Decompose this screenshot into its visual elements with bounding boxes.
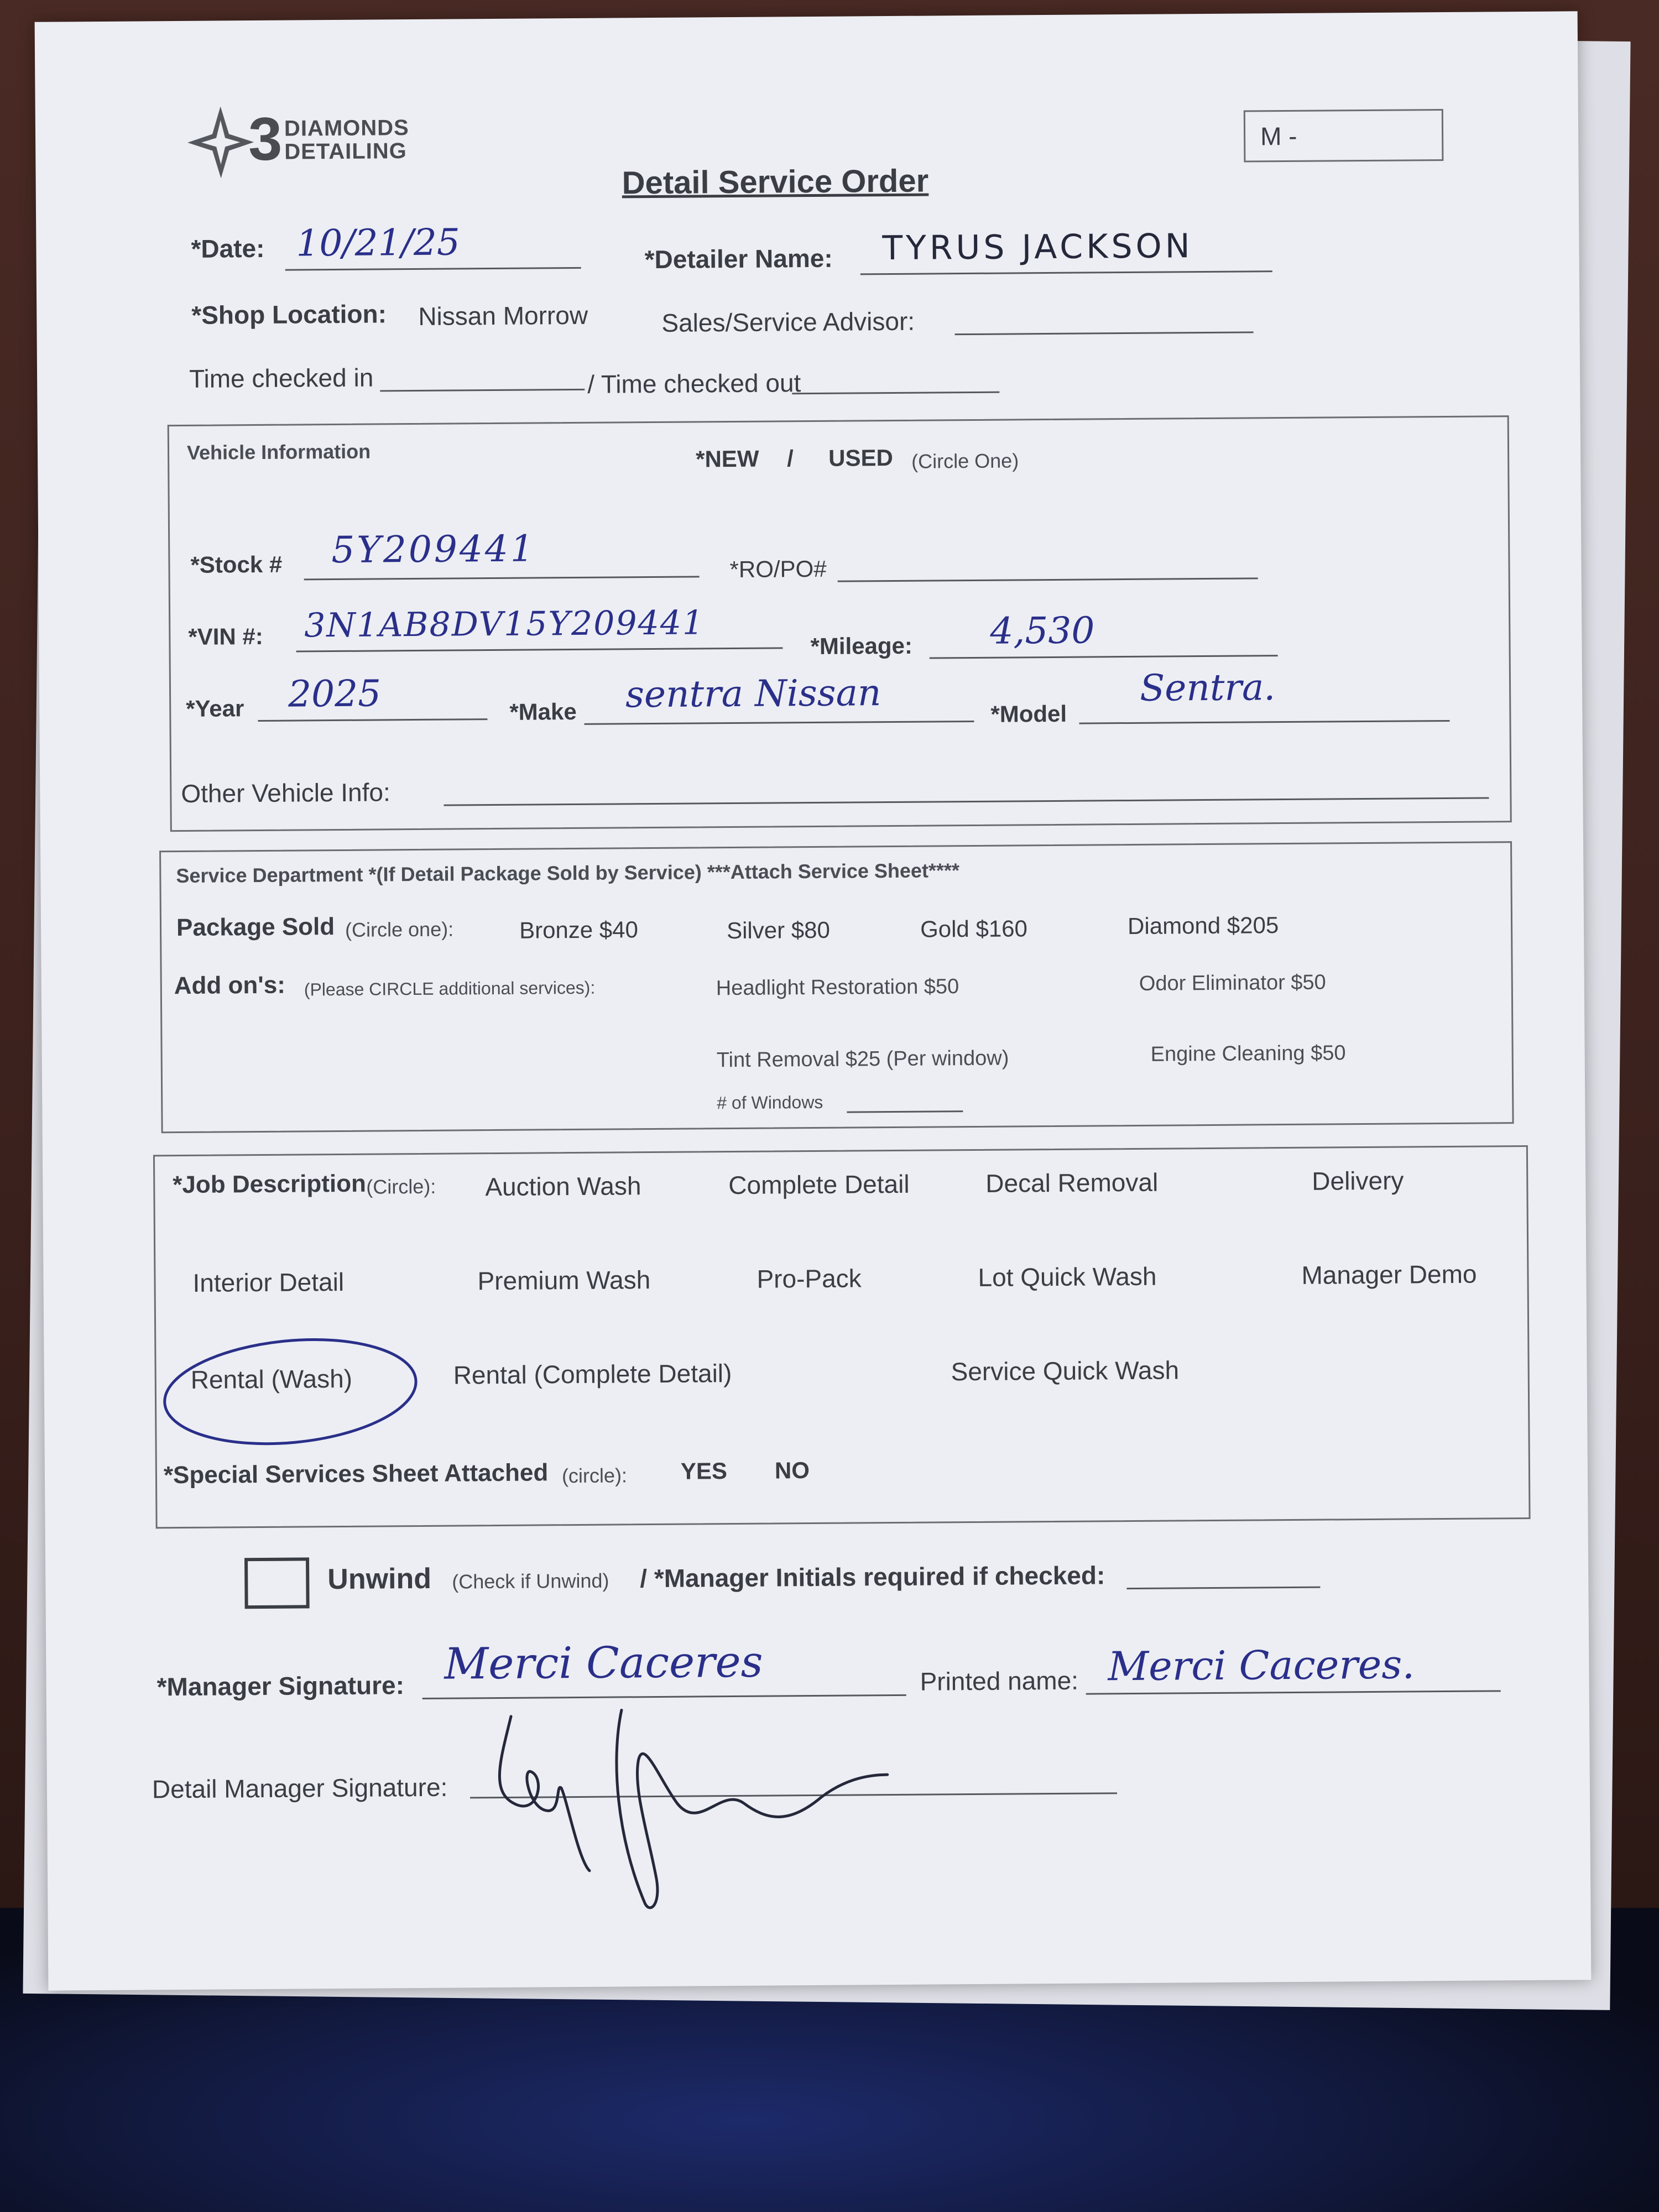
advisor-label: Sales/Service Advisor: [661, 306, 915, 337]
diamond-star-icon [185, 103, 257, 181]
detailer-value: TYRUS JACKSON [882, 227, 1193, 268]
new-option[interactable]: *NEW [695, 445, 759, 472]
job-interior-detail[interactable]: Interior Detail [192, 1267, 345, 1297]
model-label: *Model [990, 700, 1067, 727]
manager-initials-label: / *Manager Initials required if checked: [640, 1561, 1105, 1593]
detailer-label: *Detailer Name: [644, 243, 833, 274]
special-services-note: (circle): [561, 1464, 628, 1488]
manager-initials-line [1126, 1587, 1320, 1589]
printed-name-line [1086, 1690, 1501, 1694]
advisor-line [955, 331, 1254, 335]
circle-one-note: (Circle One) [911, 449, 1019, 473]
job-rental-wash[interactable]: Rental (Wash) [190, 1364, 353, 1394]
vin-label: *VIN #: [188, 623, 263, 650]
mileage-value: 4,530 [990, 609, 1095, 653]
job-pro-pack[interactable]: Pro-Pack [757, 1264, 862, 1293]
windows-label: # of Windows [717, 1092, 823, 1113]
shop-value: Nissan Morrow [418, 300, 588, 331]
job-delivery[interactable]: Delivery [1312, 1166, 1404, 1196]
special-no-option[interactable]: NO [774, 1457, 810, 1484]
manager-signature-value: Merci Caceres [444, 1637, 763, 1689]
package-diamond[interactable]: Diamond $205 [1127, 912, 1279, 940]
job-label: *Job Description [173, 1170, 367, 1199]
job-decal-removal[interactable]: Decal Removal [985, 1167, 1159, 1198]
logo-line2: DETAILING [284, 139, 407, 164]
form-number-label: M - [1260, 121, 1297, 151]
company-logo [185, 103, 257, 184]
detailer-line [860, 270, 1272, 275]
time-in-label: Time checked in [189, 363, 374, 393]
printed-name-label: Printed name: [920, 1666, 1079, 1696]
manager-signature-label: *Manager Signature: [156, 1671, 405, 1702]
job-auction-wash[interactable]: Auction Wash [485, 1171, 641, 1202]
year-label: *Year [186, 695, 244, 722]
special-services-label: *Special Services Sheet Attached [163, 1459, 549, 1489]
vin-value: 3N1AB8DV15Y209441 [304, 603, 705, 645]
time-in-line [380, 389, 585, 392]
job-lot-quick-wash[interactable]: Lot Quick Wash [978, 1261, 1157, 1292]
package-note: (Circle one): [345, 917, 454, 941]
logo-line1: DIAMONDS [284, 116, 409, 141]
date-label: *Date: [191, 233, 265, 263]
job-premium-wash[interactable]: Premium Wash [477, 1265, 651, 1296]
service-order-form [35, 11, 1592, 1990]
date-value: 10/21/25 [296, 221, 461, 265]
special-yes-option[interactable]: YES [680, 1458, 728, 1484]
shop-label: *Shop Location: [191, 299, 387, 330]
selected-circle-mark [154, 1330, 432, 1456]
job-complete-detail[interactable]: Complete Detail [728, 1169, 910, 1200]
time-out-line [792, 392, 999, 395]
unwind-note: (Check if Unwind) [452, 1569, 609, 1593]
logo-numeral: 3 [248, 105, 283, 174]
stock-label: *Stock # [190, 551, 283, 578]
addons-note: (Please CIRCLE additional services): [304, 977, 596, 1000]
job-note: (Circle): [366, 1175, 436, 1198]
detail-manager-signature-label: Detail Manager Signature: [152, 1772, 448, 1804]
job-service-quick-wash[interactable]: Service Quick Wash [951, 1355, 1180, 1386]
addon-odor[interactable]: Odor Eliminator $50 [1139, 971, 1326, 995]
year-value: 2025 [288, 672, 382, 716]
ro-po-label: *RO/PO# [729, 555, 827, 583]
vehicle-heading: Vehicle Information [186, 440, 371, 464]
addon-tint[interactable]: Tint Removal $25 (Per window) [716, 1046, 1009, 1072]
addon-headlight[interactable]: Headlight Restoration $50 [716, 975, 959, 1000]
mileage-label: *Mileage: [810, 632, 913, 660]
service-heading: Service Department *(If Detail Package Sold by Service) ***Attach Service Sheet**** [176, 859, 960, 888]
addon-engine[interactable]: Engine Cleaning $50 [1150, 1041, 1346, 1066]
unwind-label: Unwind [327, 1562, 432, 1596]
make-value: sentra Nissan [625, 671, 881, 716]
time-out-label: / Time checked out [587, 368, 801, 399]
printed-name-value: Merci Caceres. [1108, 1641, 1415, 1690]
date-line [285, 267, 581, 271]
stock-value: 5Y209441 [331, 527, 536, 572]
job-rental-complete-detail[interactable]: Rental (Complete Detail) [453, 1359, 732, 1390]
other-info-label: Other Vehicle Info: [181, 778, 390, 808]
package-gold[interactable]: Gold $160 [920, 915, 1028, 942]
page-title: Detail Service Order [622, 163, 929, 201]
new-used-slash: / [786, 445, 794, 472]
used-option[interactable]: USED [828, 444, 894, 471]
package-bronze[interactable]: Bronze $40 [519, 916, 639, 943]
model-value: Sentra. [1139, 666, 1276, 709]
detail-manager-signature-scribble [478, 1691, 950, 1929]
addons-label: Add on's: [174, 971, 286, 1000]
package-label: Package Sold [176, 913, 335, 942]
make-label: *Make [509, 698, 577, 725]
job-manager-demo[interactable]: Manager Demo [1301, 1259, 1477, 1290]
unwind-checkbox[interactable] [244, 1557, 310, 1609]
package-silver[interactable]: Silver $80 [726, 916, 831, 944]
